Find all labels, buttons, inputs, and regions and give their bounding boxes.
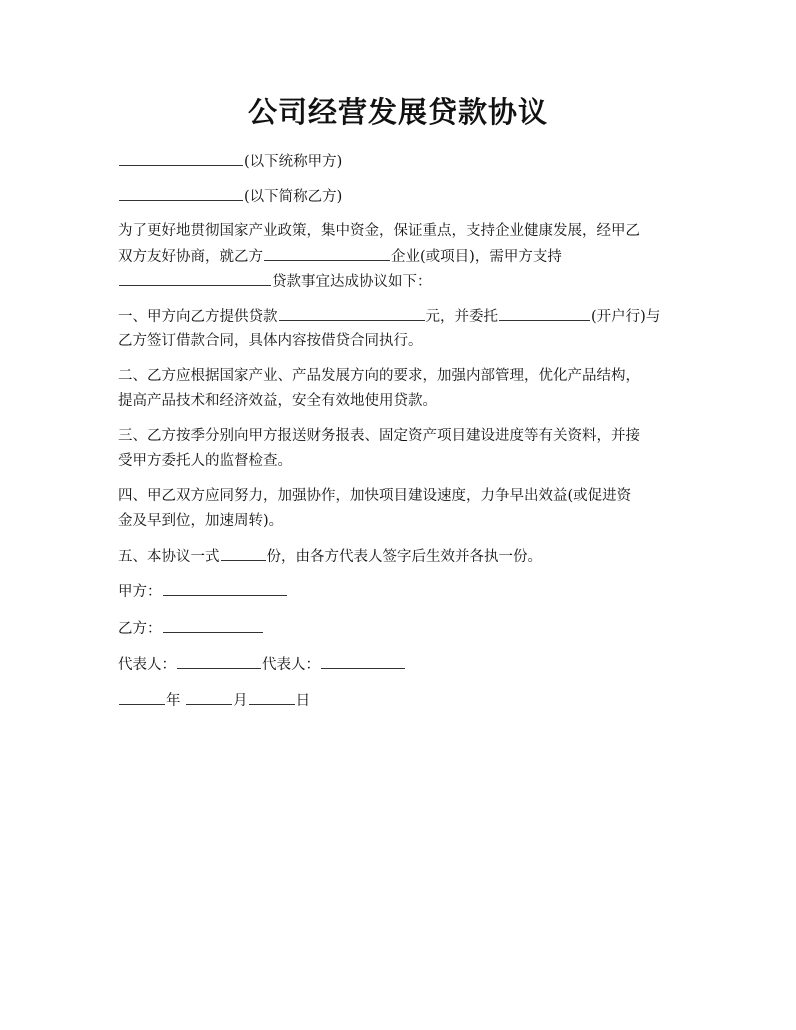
day-label: 日: [295, 693, 311, 709]
party-a-line: [118, 149, 688, 174]
clause-2-line-1: 二、乙方应根据国家产业、产品发展方向的要求，加强内部管理，优化产品结构，: [118, 368, 640, 384]
loan-amount-support-blank[interactable]: [119, 269, 271, 286]
loan-amount-blank[interactable]: [279, 304, 425, 321]
clause-1-part-b: 元，并委托: [425, 309, 498, 325]
clause-5-part-a: 五、本协议一式: [118, 549, 220, 565]
clause-1-part-c: (开户行)与: [591, 309, 661, 325]
sign-party-b-line: [118, 616, 688, 641]
year-label: 年: [166, 693, 181, 709]
sign-party-a-line: [118, 579, 688, 604]
representatives-line: [118, 652, 688, 677]
document-title: 公司经营发展贷款协议: [247, 95, 548, 129]
enterprise-name-blank[interactable]: [264, 244, 390, 261]
sign-party-a-label: 甲方：: [118, 584, 162, 600]
month-label: 月: [233, 693, 248, 709]
sign-party-a-blank[interactable]: [163, 579, 287, 596]
clause-5-part-b: 份，由各方代表人签字后生效并各执一份。: [266, 549, 542, 565]
representative-b-label: 代表人：: [262, 657, 320, 673]
copies-count-blank[interactable]: [221, 544, 266, 561]
party-a-suffix: (以下统称甲方): [244, 154, 343, 170]
clause-3-line-1: 三、乙方按季分别向甲方报送财务报表、固定资产项目建设进度等有关资料，并接: [118, 428, 640, 444]
representative-a-label: 代表人：: [118, 657, 176, 673]
intro-line-2: [118, 244, 688, 269]
sign-party-b-blank[interactable]: [163, 616, 263, 633]
clause-2-line-2: 提高产品技术和经济效益，安全有效地使用贷款。: [118, 393, 437, 409]
sign-party-b-label: 乙方：: [118, 621, 162, 637]
intro-line-1: 为了更好地贯彻国家产业政策，集中资金，保证重点，支持企业健康发展，经甲乙: [118, 223, 640, 239]
clause-1-line-1: [118, 304, 688, 329]
clause-4-line-2: 金及早到位，加速周转)。: [118, 513, 284, 529]
intro-line-2-part-b: 企业(或项目)，需甲方支持: [391, 249, 562, 265]
clause-1-line-2: 乙方签订借款合同，具体内容按借贷合同执行。: [118, 333, 423, 349]
clause-4-line-1: 四、甲乙双方应同努力，加强协作，加快项目建设速度，力争早出效益(或促进资: [118, 488, 632, 504]
day-blank[interactable]: [249, 688, 295, 705]
year-blank[interactable]: [119, 688, 165, 705]
representative-a-blank[interactable]: [177, 652, 261, 669]
party-a-name-blank[interactable]: [119, 149, 243, 166]
party-b-suffix: (以下简称乙方): [244, 189, 343, 205]
bank-name-blank[interactable]: [499, 304, 590, 321]
representative-b-blank[interactable]: [321, 652, 405, 669]
clause-1-part-a: 一、甲方向乙方提供贷款: [118, 309, 278, 325]
party-b-name-blank[interactable]: [119, 184, 243, 201]
intro-line-3-text: 贷款事宜达成协议如下：: [272, 274, 432, 290]
clause-5-line: [118, 544, 688, 569]
intro-line-3: [118, 269, 688, 294]
party-b-line: [118, 184, 688, 209]
intro-line-2-part-a: 双方友好协商，就乙方: [118, 249, 263, 265]
date-line: [118, 688, 688, 713]
month-blank[interactable]: [186, 688, 232, 705]
clause-3-line-2: 受甲方委托人的监督检查。: [118, 453, 292, 469]
